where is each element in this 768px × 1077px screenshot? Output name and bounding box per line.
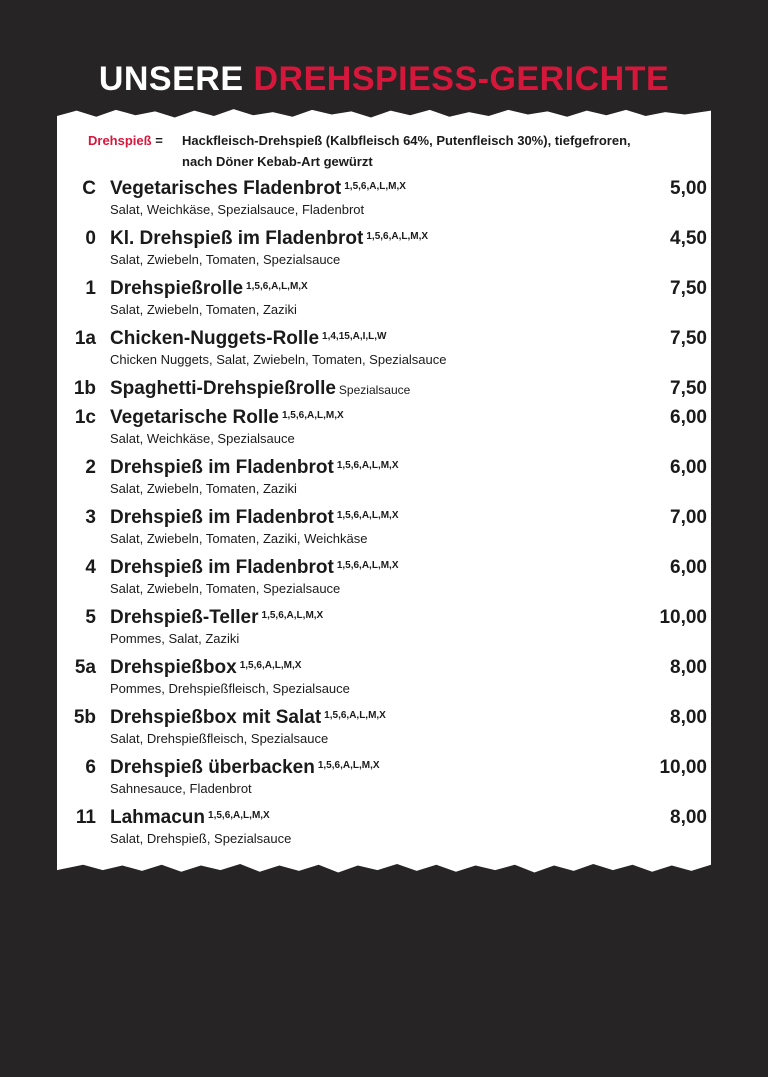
item-number: 11 <box>75 807 96 828</box>
menu-item <box>0 176 768 224</box>
item-allergens: 1,5,6,A,L,M,X <box>324 710 386 721</box>
item-price: 5,00 <box>670 178 707 199</box>
item-price: 4,50 <box>670 228 707 249</box>
legend-description <box>182 130 702 172</box>
item-allergens: 1,5,6,A,L,M,X <box>239 660 302 671</box>
item-name-text: Kl. Drehspieß im Fladenbrot <box>110 228 364 249</box>
item-allergens: 1,5,6,A,L,M,X <box>336 510 399 521</box>
item-price: 10,00 <box>659 757 707 778</box>
item-name-text: Drehspieß im Fladenbrot <box>110 507 334 528</box>
item-description: Salat, Zwiebeln, Tomaten, Zaziki <box>110 481 297 496</box>
item-number: 5 <box>85 607 96 628</box>
item-number: 1b <box>73 378 96 399</box>
item-number: 6 <box>85 757 96 778</box>
item-price: 8,00 <box>670 707 707 728</box>
item-name <box>110 405 344 431</box>
item-allergens: 1,5,6,A,L,M,X <box>281 410 344 421</box>
item-number: 1c <box>74 407 96 428</box>
item-price: 8,00 <box>670 807 707 828</box>
menu-item <box>0 405 768 453</box>
page-title <box>0 60 768 99</box>
item-allergens: 1,4,15,A,I,L,W <box>322 331 387 342</box>
item-allergens: 1,5,6,A,L,M,X <box>208 810 270 821</box>
menu-item <box>0 555 768 603</box>
item-name <box>110 176 406 202</box>
item-description: Chicken Nuggets, Salat, Zwiebeln, Tomaten, Spezialsauce <box>110 352 447 367</box>
menu-item <box>0 326 768 374</box>
item-price: 7,00 <box>670 507 707 528</box>
legend-line-2: nach Döner Kebab-Art gewürzt <box>182 154 373 169</box>
item-allergens: 1,5,6,A,L,M,X <box>344 181 406 192</box>
item-name <box>110 226 428 252</box>
item-description: Salat, Zwiebeln, Tomaten, Spezialsauce <box>110 581 341 596</box>
item-description: Salat, Drehspieß, Spezialsauce <box>110 831 292 846</box>
item-name <box>110 276 308 302</box>
item-name <box>110 326 387 352</box>
item-name-text: Drehspießbox <box>110 657 237 678</box>
item-name-text: Drehspieß im Fladenbrot <box>110 557 334 578</box>
item-description: Salat, Weichkäse, Spezialsauce <box>110 431 295 446</box>
legend <box>88 130 708 174</box>
menu-item <box>0 805 768 853</box>
item-name <box>110 376 410 403</box>
item-price: 7,50 <box>670 378 707 399</box>
item-allergens: 1,5,6,A,L,M,X <box>336 460 399 471</box>
item-name-text: Chicken-Nuggets-Rolle <box>110 328 320 349</box>
item-inline-description: Spezialsauce <box>338 383 411 397</box>
menu-item <box>0 605 768 653</box>
menu-item <box>0 755 768 803</box>
item-name-text: Lahmacun <box>110 807 206 828</box>
item-name-text: Vegetarische Rolle <box>110 407 279 428</box>
item-number: 5b <box>73 707 96 728</box>
menu-item <box>0 276 768 324</box>
menu-item <box>0 505 768 553</box>
item-price: 6,00 <box>670 457 707 478</box>
item-name <box>110 455 399 481</box>
item-number: 5a <box>74 657 96 678</box>
item-description: Salat, Zwiebeln, Tomaten, Spezialsauce <box>110 252 341 267</box>
item-name <box>110 805 270 831</box>
item-number: 2 <box>85 457 96 478</box>
item-description: Salat, Zwiebeln, Tomaten, Zaziki <box>110 302 297 317</box>
item-allergens: 1,5,6,A,L,M,X <box>336 560 399 571</box>
item-description: Salat, Drehspießfleisch, Spezialsauce <box>110 731 329 746</box>
item-name-text: Drehspieß überbacken <box>110 757 315 778</box>
title-accent: DREHSPIESS-GERICHTE <box>253 60 670 98</box>
item-name <box>110 705 386 731</box>
item-number: 4 <box>85 557 96 578</box>
item-name <box>110 555 399 581</box>
item-name-text: Drehspießbox mit Salat <box>110 707 322 728</box>
menu-item <box>0 455 768 503</box>
item-number: 3 <box>85 507 96 528</box>
item-description: Salat, Zwiebeln, Tomaten, Zaziki, Weichkäse <box>110 531 368 546</box>
item-description: Pommes, Salat, Zaziki <box>110 631 240 646</box>
menu-item <box>0 655 768 703</box>
item-description: Sahnesauce, Fladenbrot <box>110 781 252 796</box>
item-allergens: 1,5,6,A,L,M,X <box>317 760 380 771</box>
item-name-text: Drehspieß-Teller <box>110 607 259 628</box>
item-name-text: Drehspieß im Fladenbrot <box>110 457 334 478</box>
item-number: 1a <box>74 328 96 349</box>
item-name <box>110 505 399 531</box>
item-price: 7,50 <box>670 328 707 349</box>
menu-item <box>0 226 768 274</box>
item-allergens: 1,5,6,A,L,M,X <box>261 610 324 621</box>
item-name <box>110 655 301 681</box>
item-name-text: Drehspießrolle <box>110 278 244 299</box>
item-description: Pommes, Drehspießfleisch, Spezialsauce <box>110 681 350 696</box>
item-description: Salat, Weichkäse, Spezialsauce, Fladenbrot <box>110 202 365 217</box>
item-price: 10,00 <box>659 607 707 628</box>
legend-line-1: Hackfleisch-Drehspieß (Kalbfleisch 64%, Putenfleisch 30%), tiefgefroren, <box>182 133 631 148</box>
menu-item <box>0 705 768 753</box>
item-price: 6,00 <box>670 407 707 428</box>
item-name-text: Vegetarisches Fladenbrot <box>110 178 342 199</box>
item-number: 1 <box>85 278 96 299</box>
item-name <box>110 605 323 631</box>
item-price: 7,50 <box>670 278 707 299</box>
item-price: 6,00 <box>670 557 707 578</box>
title-white: UNSERE <box>98 60 244 98</box>
item-price: 8,00 <box>670 657 707 678</box>
item-number: 0 <box>85 228 96 249</box>
item-allergens: 1,5,6,A,L,M,X <box>366 231 429 242</box>
item-allergens: 1,5,6,A,L,M,X <box>246 281 308 292</box>
item-name-text: Spaghetti-Drehspießrolle <box>110 378 336 399</box>
legend-key: Drehspieß = <box>88 133 163 148</box>
item-number: C <box>82 178 96 199</box>
item-name <box>110 755 380 781</box>
